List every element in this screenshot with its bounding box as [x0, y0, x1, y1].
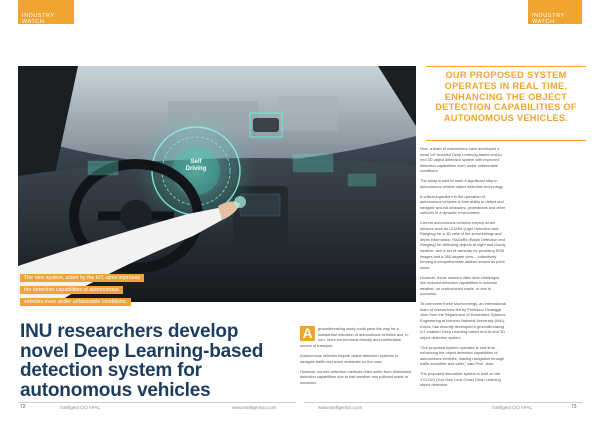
right-section-tab [528, 0, 582, 24]
footer-rule-left [18, 402, 296, 403]
right-website-url: www.intelligentcio.com [318, 405, 363, 410]
car-interior-illustration [18, 66, 416, 302]
intro-text: groundbreaking study could pave the way for a substantial reduction of autonomous vehicles and, in turn, more environment-friendly and comfortable means of transport. [300, 326, 409, 348]
pullquote-rule-top [426, 66, 586, 67]
photo-caption-line-1: The new system, aided by the IoT, aims improves [20, 274, 144, 282]
body-paragraph: Autonomous vehicles require object detection systems to navigate traffic and avoid obstacles on the road. [300, 353, 399, 364]
body-paragraph: The proposed innovative system is built on the YOLOv3 (You Only Look Once) Deep Learning object detection [420, 371, 501, 388]
footer-rule-right [304, 402, 582, 403]
body-paragraph: Current autonomous vehicles employ smart sensors such as LiDARs (Light Detection and Ranging) for a 3D view of the surroundings and depth information, RADaRs (Radio Detection and Ranging) for detecting objects at night and cloudy weather, and a set of cameras for providing RGB images and a 360-degree view – collectively forming a comprehensive dataset known as point cloud. [420, 220, 506, 270]
intro-paragraph [300, 326, 412, 348]
right-publication-name: Intelligent CIO APAC [492, 405, 533, 410]
pullquote-rule-bottom [426, 140, 586, 141]
body-paragraph: However, these sensors often face challenges like reduced detection capabilities in adverse weather, on unstructured roads, or due to occlusion. [420, 274, 500, 297]
left-page-number: 72 [20, 404, 26, 410]
photo-caption-line-2: the detection capabilities of autonomous [20, 286, 123, 294]
article-left-column [300, 326, 412, 390]
body-paragraph: A critical ingredient in the operation of autonomous vehicles is their ability to detect and navigate around obstacles, pedestrians and other vehicles in a dynamic environment. [420, 193, 506, 216]
photo-caption-line-3: vehicles even under unfavorable conditions. [20, 298, 131, 306]
body-paragraph: The study is said to mark a significant step in autonomous vehicle object detection technology. [420, 178, 504, 189]
left-website-url: www.intelligentcio.com [232, 405, 277, 410]
left-section-tab [18, 0, 74, 24]
hero-image [18, 66, 416, 302]
pullquote: OUR PROPOSED SYSTEM OPERATES IN REAL TIME, ENHANCING THE OBJECT DETECTION CAPABILITIES OF AUTONOMOUS VEHICLES. [435, 70, 577, 124]
right-section-label: INDUSTRY WATCH [532, 13, 565, 25]
body-paragraph: “Our proposed system operates in real time, enhancing the object detection capabilities of autonomous vehicles, making navigation through traffic smoother and safer,” said Prof. Jeon. [420, 344, 505, 367]
right-page-number: 73 [571, 404, 577, 410]
left-publication-name: Intelligent CIO APAC [60, 405, 101, 410]
article-right-column [420, 146, 506, 392]
body-paragraph: However, current detection methods often suffer from diminished detection capabilities due to bad weather and polluted roads or occlusion. [300, 368, 412, 385]
article-headline: INU researchers develop novel Deep Learning-based detection system for autonomous vehicles [20, 321, 264, 401]
body-paragraph: Now, a team of researchers have developed a novel IoT-enabled Deep Learning-based end-to-end 3D object detection system with improved detection capabilities even under unfavorable conditions. [420, 146, 503, 174]
dropcap: A [300, 326, 315, 341]
left-section-label: INDUSTRY WATCH [22, 13, 55, 25]
body-paragraph: To overcome these shortcomings, an international team of researchers led by Professor Gwanggil Jeon from the Department of Embedded Systems Engineering at Incheon National University (INU), Korea, has recently developed a groundbreaking IoT-enabled Deep Learning-based end-to-end 3D object detection system. [420, 301, 506, 340]
hud-center-label: Self Driving [185, 159, 207, 172]
